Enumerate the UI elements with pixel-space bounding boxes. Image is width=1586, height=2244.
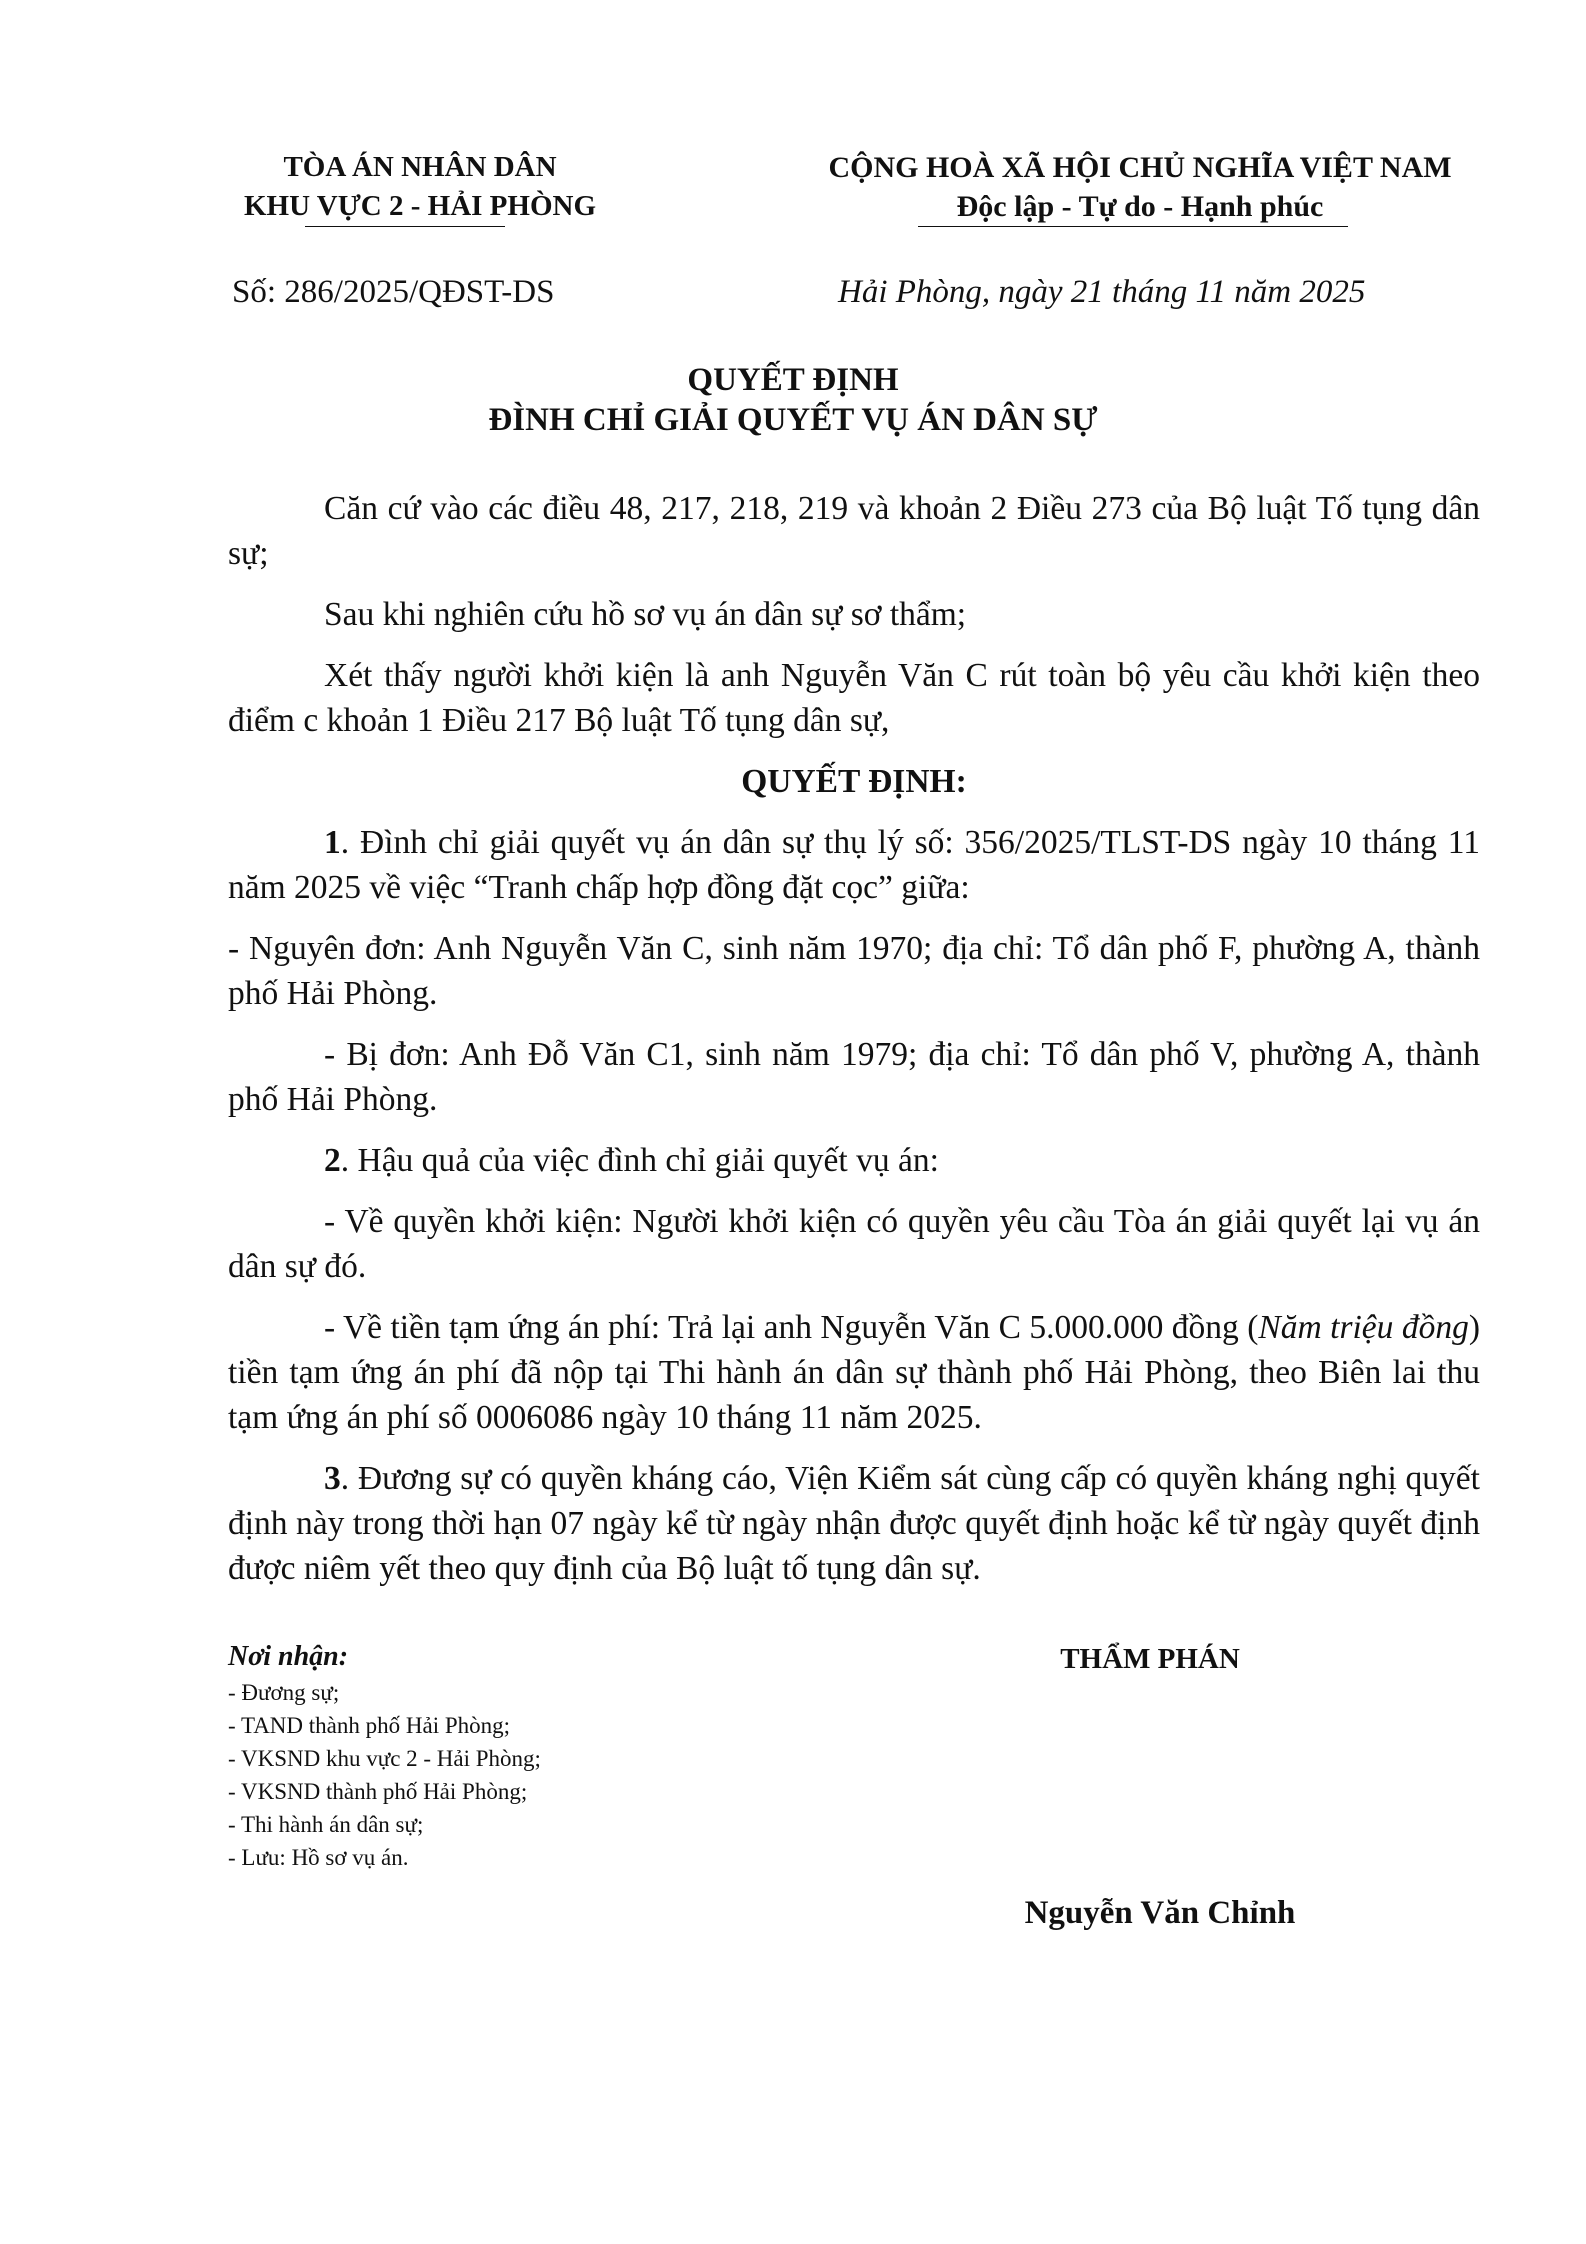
document-title: QUYẾT ĐỊNH <box>687 362 899 398</box>
defendant-info: - Bị đơn: Anh Đỗ Văn C1, sinh năm 1979; địa chỉ: Tổ dân phố V, phường A, thành phố Hải Phòng. <box>228 1036 1480 1118</box>
basis-paragraph-2: Sau khi nghiên cứu hồ sơ vụ án dân sự sơ thẩm; <box>324 596 967 633</box>
court-header <box>190 148 650 226</box>
consequence-lawsuit-right: - Về quyền khởi kiện: Người khởi kiện có quyền yêu cầu Tòa án giải quyết lại vụ án dân sự đó. <box>228 1203 1480 1285</box>
court-name: TÒA ÁN NHÂN DÂN <box>283 151 557 183</box>
item-text: . Hậu quả của việc đình chỉ giải quyết vụ án: <box>340 1142 939 1179</box>
item-number: 1 <box>324 824 341 861</box>
judge-name: Nguyễn Văn Chỉnh <box>1024 1895 1296 1931</box>
document-body <box>228 486 1480 1607</box>
plaintiff-info: - Nguyên đơn: Anh Nguyễn Văn C, sinh năm 1970; địa chỉ: Tổ dân phố F, phường A, thành phố Hải Phòng. <box>228 930 1480 1012</box>
recipients-block <box>228 1638 828 1874</box>
court-underline <box>305 226 505 227</box>
fee-text-end: ) tiền tạm ứng án phí đã nộp tại Thi hành án dân sự thành phố Hải Phòng, theo Biên lai thu tạm ứng án phí số 0006086 ngày 10 tháng 11 năm 2025. <box>228 1309 1481 1436</box>
place-date: Hải Phòng, ngày 21 tháng 11 năm 2025 <box>838 274 1366 310</box>
decision-item-3 <box>228 1456 1480 1591</box>
fee-text-start: - Về tiền tạm ứng án phí: Trả lại anh Nguyễn Văn C 5.000.000 đồng ( <box>324 1309 1259 1346</box>
recipient-item: - VKSND thành phố Hải Phòng; <box>228 1779 528 1804</box>
recipient-item: - Đương sự; <box>228 1680 340 1705</box>
nation-header <box>780 148 1500 226</box>
document-subtitle: ĐÌNH CHỈ GIẢI QUYẾT VỤ ÁN DÂN SỰ <box>488 402 1098 438</box>
item-number: 3 <box>324 1460 341 1497</box>
decision-item-1 <box>228 820 1480 910</box>
basis-paragraph-1: Căn cứ vào các điều 48, 217, 218, 219 và khoản 2 Điều 273 của Bộ luật Tố tụng dân sự; <box>228 490 1480 572</box>
document-number: Số: 286/2025/QĐST-DS <box>232 274 555 310</box>
consequence-court-fee <box>228 1305 1480 1440</box>
recipient-item: - Thi hành án dân sự; <box>228 1812 424 1837</box>
fee-amount-words: Năm triệu đồng <box>1258 1309 1469 1346</box>
recipient-item: - Lưu: Hồ sơ vụ án. <box>228 1845 409 1870</box>
nation-name: CỘNG HOÀ XÃ HỘI CHỦ NGHĨA VIỆT NAM <box>828 151 1452 184</box>
basis-paragraph-3: Xét thấy người khởi kiện là anh Nguyễn Văn C rút toàn bộ yêu cầu khởi kiện theo điểm c khoản 1 Điều 217 Bộ luật Tố tụng dân sự, <box>228 657 1480 739</box>
recipients-heading: Nơi nhận: <box>228 1641 349 1672</box>
court-region: KHU VỰC 2 - HẢI PHÒNG <box>243 190 597 222</box>
recipient-item: - TAND thành phố Hải Phòng; <box>228 1713 511 1738</box>
item-number: 2 <box>324 1142 341 1179</box>
recipients-list <box>228 1676 828 1874</box>
nation-motto: Độc lập - Tự do - Hạnh phúc <box>956 190 1324 223</box>
recipient-item: - VKSND khu vực 2 - Hải Phòng; <box>228 1746 541 1771</box>
judge-title: THẨM PHÁN <box>1060 1643 1240 1675</box>
item-text: . Đình chỉ giải quyết vụ án dân sự thụ lý số: 356/2025/TLST-DS ngày 10 tháng 11 năm 2025 về việc “Tranh chấp hợp đồng đặt cọc” giữa: <box>228 824 1480 906</box>
decision-item-2 <box>228 1138 1480 1183</box>
item-text: . Đương sự có quyền kháng cáo, Viện Kiểm sát cùng cấp có quyền kháng nghị quyết định này trong thời hạn 07 ngày kể từ ngày nhận được quyết định hoặc kể từ ngày quyết định được niêm yết theo quy định của Bộ luật tố tụng dân sự. <box>228 1460 1480 1587</box>
decision-heading: QUYẾT ĐỊNH: <box>741 763 967 800</box>
motto-underline <box>918 226 1348 227</box>
